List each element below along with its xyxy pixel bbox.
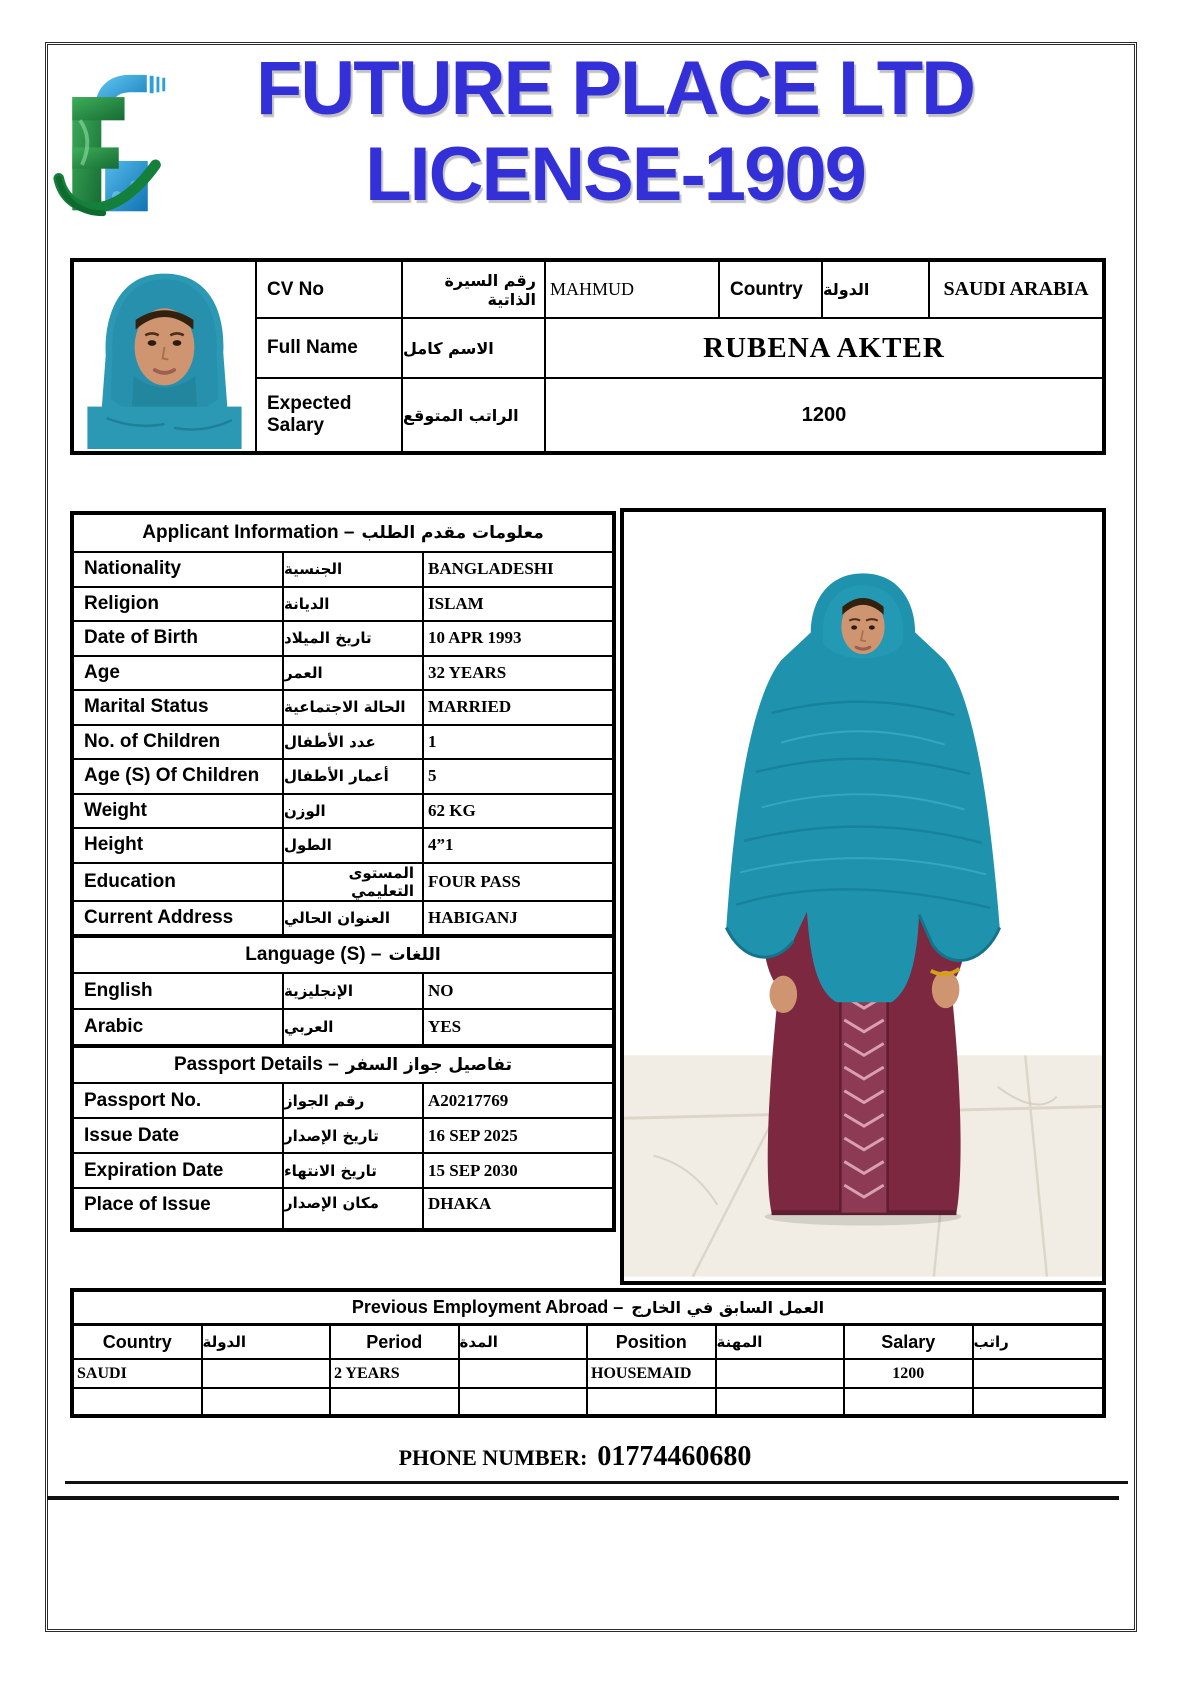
passport-label: Place of Issue bbox=[74, 1189, 284, 1228]
language-title-en: Language (S) – bbox=[245, 944, 382, 965]
info-label-arabic: الجنسية bbox=[284, 553, 424, 586]
passport-label: Expiration Date bbox=[74, 1154, 284, 1187]
emp-cell-empty bbox=[203, 1389, 332, 1414]
passport-label-arabic: تاريخ الانتهاء bbox=[284, 1154, 424, 1187]
info-value: 4”1 bbox=[428, 835, 454, 855]
passport-title-en: Passport Details – bbox=[174, 1054, 339, 1075]
emp-header-country: Country bbox=[74, 1326, 203, 1360]
info-label-arabic: الوزن bbox=[284, 795, 424, 828]
emp-cell-empty bbox=[717, 1389, 846, 1414]
info-label-arabic: المستوى التعليمي bbox=[284, 864, 424, 900]
passport-label-arabic: مكان الإصدار bbox=[284, 1189, 424, 1228]
info-label: Marital Status bbox=[74, 691, 284, 724]
emp-cell-position: HOUSEMAID bbox=[588, 1360, 717, 1389]
language-label: Arabic bbox=[74, 1010, 284, 1044]
emp-header-country-arabic: الدولة bbox=[203, 1326, 332, 1360]
emp-header-period: Period bbox=[331, 1326, 460, 1360]
full-name-label: Full Name bbox=[257, 319, 403, 379]
future-place-logo bbox=[52, 70, 170, 220]
info-label: Current Address bbox=[74, 902, 284, 935]
emp-cell-empty bbox=[460, 1389, 589, 1414]
emp-cell bbox=[460, 1360, 589, 1389]
cv-no-label: CV No bbox=[257, 262, 403, 319]
info-value: BANGLADESHI bbox=[428, 559, 554, 579]
country-label: Country bbox=[720, 262, 823, 319]
emp-cell bbox=[203, 1360, 332, 1389]
passport-label: Issue Date bbox=[74, 1119, 284, 1152]
info-label-arabic: العمر bbox=[284, 657, 424, 690]
info-value: FOUR PASS bbox=[428, 871, 521, 891]
emp-cell-empty bbox=[331, 1389, 460, 1414]
info-value: HABIGANJ bbox=[428, 907, 518, 927]
language-value: NO bbox=[428, 981, 454, 1000]
info-label: Date of Birth bbox=[74, 622, 284, 655]
agency-license: LICENSE-1909 bbox=[365, 132, 865, 217]
emp-cell-empty bbox=[845, 1389, 974, 1414]
info-value: 5 bbox=[428, 766, 437, 786]
info-row-age bbox=[74, 657, 612, 692]
info-label-arabic: تاريخ الميلاد bbox=[284, 622, 424, 655]
language-row-arabic bbox=[74, 1010, 612, 1046]
info-label: Religion bbox=[74, 588, 284, 621]
info-label: No. of Children bbox=[74, 726, 284, 759]
info-label: Education bbox=[74, 864, 284, 900]
full-name-value: RUBENA AKTER bbox=[546, 319, 1102, 379]
info-label: Age (S) Of Children bbox=[74, 760, 284, 793]
employment-grid bbox=[74, 1326, 1102, 1414]
passport-row-place-of-issue bbox=[74, 1189, 612, 1228]
portrait-photo-graphic bbox=[76, 264, 253, 449]
info-label-arabic: الطول bbox=[284, 829, 424, 862]
info-value: MARRIED bbox=[428, 697, 512, 717]
emp-cell-salary: 1200 bbox=[845, 1360, 974, 1389]
language-label-arabic: الإنجليزية bbox=[284, 974, 424, 1008]
info-label: Nationality bbox=[74, 553, 284, 586]
cv-no-label-arabic: رقم السيرة الذاتية bbox=[403, 262, 546, 319]
cv-no-value: MAHMUD bbox=[546, 262, 720, 319]
applicant-info-title-en: Applicant Information – bbox=[142, 522, 355, 543]
info-row-age-of-children bbox=[74, 760, 612, 795]
future-place-logo-graphic bbox=[52, 70, 170, 220]
emp-cell-empty bbox=[74, 1389, 203, 1414]
phone-number-value: 01774460680 bbox=[597, 1441, 752, 1472]
info-label: Weight bbox=[74, 795, 284, 828]
language-row-english bbox=[74, 974, 612, 1010]
previous-employment-table bbox=[70, 1288, 1106, 1418]
emp-header-position-arabic: المهنة bbox=[717, 1326, 846, 1360]
passport-row-issue-date bbox=[74, 1119, 612, 1154]
phone-label: PHONE NUMBER: bbox=[398, 1445, 588, 1470]
language-title-ar: اللغات bbox=[388, 945, 441, 965]
horizontal-rule-lower bbox=[47, 1496, 1119, 1500]
employment-title-en: Previous Employment Abroad – bbox=[351, 1297, 624, 1317]
info-value: 1 bbox=[428, 731, 437, 751]
country-label-arabic: الدولة bbox=[823, 262, 930, 319]
passport-label-arabic: تاريخ الإصدار bbox=[284, 1119, 424, 1152]
summary-table bbox=[70, 258, 1106, 455]
employment-section-header bbox=[74, 1292, 1102, 1326]
emp-header-salary: Salary bbox=[845, 1326, 974, 1360]
language-section-header bbox=[74, 936, 612, 974]
employment-title-ar: العمل السابق في الخارج bbox=[631, 1298, 825, 1317]
info-label-arabic: العنوان الحالي bbox=[284, 902, 424, 935]
passport-title-ar: تفاصيل جواز السفر bbox=[345, 1055, 512, 1075]
applicant-info-table bbox=[70, 511, 616, 1232]
emp-cell bbox=[717, 1360, 846, 1389]
phone-number-line bbox=[45, 1441, 1105, 1473]
info-label-arabic: الحالة الاجتماعية bbox=[284, 691, 424, 724]
passport-label: Passport No. bbox=[74, 1084, 284, 1117]
info-label-arabic: أعمار الأطفال bbox=[284, 760, 424, 793]
passport-value: 15 SEP 2030 bbox=[428, 1160, 518, 1180]
passport-section-header bbox=[74, 1046, 612, 1084]
emp-header-salary-arabic: راتب bbox=[974, 1326, 1103, 1360]
full-name-label-arabic: الاسم كامل bbox=[403, 319, 546, 379]
info-row-nationality bbox=[74, 553, 612, 588]
info-row-no-of-children bbox=[74, 726, 612, 761]
info-row-education bbox=[74, 864, 612, 902]
info-row-height bbox=[74, 829, 612, 864]
expected-salary-label-arabic: الراتب المتوقع bbox=[403, 379, 546, 451]
info-row-date-of-birth bbox=[74, 622, 612, 657]
agency-name: FUTURE PLACE LTD bbox=[255, 46, 975, 131]
info-value: ISLAM bbox=[428, 593, 484, 613]
country-value: SAUDI ARABIA bbox=[930, 262, 1102, 319]
info-label-arabic: عدد الأطفال bbox=[284, 726, 424, 759]
info-label-arabic: الديانة bbox=[284, 588, 424, 621]
info-value: 62 KG bbox=[428, 800, 476, 820]
emp-cell-period: 2 YEARS bbox=[331, 1360, 460, 1389]
emp-cell bbox=[974, 1360, 1103, 1389]
emp-cell-country: SAUDI bbox=[74, 1360, 203, 1389]
passport-label-arabic: رقم الجواز bbox=[284, 1084, 424, 1117]
emp-cell-empty bbox=[974, 1389, 1103, 1414]
passport-row-number bbox=[74, 1084, 612, 1119]
passport-value: 16 SEP 2025 bbox=[428, 1125, 518, 1145]
applicant-full-body-photo bbox=[620, 508, 1106, 1285]
emp-cell-empty bbox=[588, 1389, 717, 1414]
agency-title-block bbox=[175, 46, 1055, 218]
info-row-weight bbox=[74, 795, 612, 830]
language-label: English bbox=[74, 974, 284, 1008]
applicant-portrait-photo bbox=[74, 262, 257, 451]
applicant-info-header bbox=[74, 515, 612, 553]
info-value: 10 APR 1993 bbox=[428, 628, 522, 648]
passport-value: DHAKA bbox=[428, 1194, 492, 1213]
language-value: YES bbox=[428, 1017, 462, 1036]
passport-row-expiration-date bbox=[74, 1154, 612, 1189]
emp-header-period-arabic: المدة bbox=[460, 1326, 589, 1360]
info-row-religion bbox=[74, 588, 612, 623]
emp-header-position: Position bbox=[588, 1326, 717, 1360]
expected-salary-label: Expected Salary bbox=[257, 379, 403, 451]
language-label-arabic: العربي bbox=[284, 1010, 424, 1044]
expected-salary-value: 1200 bbox=[801, 403, 847, 426]
info-label: Height bbox=[74, 829, 284, 862]
info-row-current-address bbox=[74, 902, 612, 937]
info-value: 32 YEARS bbox=[428, 662, 507, 682]
passport-value: A20217769 bbox=[428, 1090, 509, 1110]
info-label: Age bbox=[74, 657, 284, 690]
applicant-info-title-ar: معلومات مقدم الطلب bbox=[361, 523, 544, 543]
info-row-marital-status bbox=[74, 691, 612, 726]
horizontal-rule-upper bbox=[65, 1481, 1128, 1484]
full-body-photo-graphic bbox=[624, 512, 1102, 1281]
